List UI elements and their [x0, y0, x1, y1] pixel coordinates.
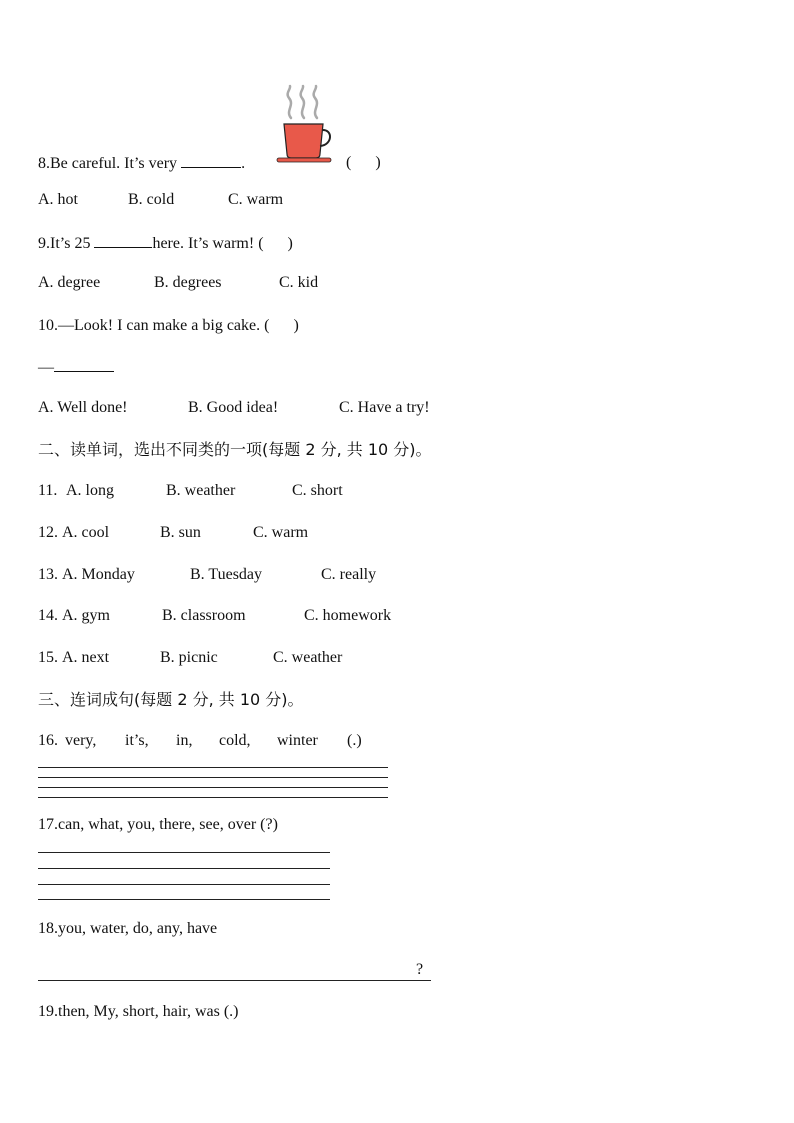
word: in,	[176, 732, 193, 749]
question-10	[38, 316, 299, 336]
writing-line[interactable]	[38, 767, 388, 768]
option-b: B. degrees	[154, 274, 222, 291]
question-number: 16.	[38, 732, 58, 749]
question-number: 19.	[38, 1003, 58, 1020]
word: cold,	[219, 732, 251, 749]
writing-line[interactable]	[38, 797, 388, 798]
option-b: B. picnic	[160, 649, 218, 666]
option-b: B. weather	[166, 482, 236, 499]
option-c: C. kid	[279, 274, 319, 291]
option-b: B. Good idea!	[188, 399, 279, 416]
option-a: A. Well done!	[38, 399, 128, 416]
option-a: A. next	[62, 649, 110, 666]
question-text: —Look! I can make a big cake.	[58, 317, 261, 334]
option-a: A. Monday	[62, 566, 135, 583]
question-17	[38, 815, 278, 835]
question-number: 9.	[38, 235, 50, 252]
word: very,	[65, 732, 97, 749]
question-text-after: here. It’s warm!	[152, 235, 255, 252]
writing-line[interactable]	[38, 899, 330, 900]
question-number: 14.	[38, 607, 58, 624]
writing-line[interactable]	[38, 868, 330, 869]
question-number: 17.	[38, 816, 58, 833]
option-b: B. Tuesday	[190, 566, 263, 583]
option-c: C. homework	[304, 607, 392, 624]
question-8	[38, 153, 245, 174]
question-9	[38, 233, 293, 254]
writing-line[interactable]	[38, 777, 388, 778]
option-c: C. short	[292, 482, 343, 499]
question-text: can, what, you, there, see, over (?)	[58, 816, 278, 833]
question-number: 8.	[38, 155, 50, 172]
question-number: 10.	[38, 317, 58, 334]
option-a: A. cool	[62, 524, 110, 541]
option-c: C. really	[321, 566, 377, 583]
answer-blank[interactable]	[54, 357, 114, 372]
answer-dash: —	[38, 359, 54, 376]
option-b: B. cold	[128, 191, 175, 208]
question-text: you, water, do, any, have	[58, 920, 218, 937]
option-c: C. Have a try!	[339, 399, 430, 416]
option-a: A. gym	[62, 607, 110, 624]
end-mark: ?	[416, 961, 424, 978]
option-c: C. warm	[228, 191, 284, 208]
writing-line[interactable]	[38, 787, 388, 788]
writing-line[interactable]	[38, 980, 431, 981]
blank-end: .	[241, 155, 246, 172]
answer-paren[interactable]: ( )	[258, 235, 293, 252]
hot-coffee-cup-icon	[275, 84, 337, 166]
question-18	[38, 919, 217, 939]
answer-line-10	[38, 357, 114, 378]
writing-line[interactable]	[38, 884, 330, 885]
question-text: then, My, short, hair, was (.)	[58, 1003, 239, 1020]
word: (.)	[347, 732, 362, 749]
answer-blank[interactable]	[94, 233, 152, 248]
question-number: 11.	[38, 482, 58, 499]
section-3-title: 三、连词成句(每题 2 分, 共 10 分)。	[38, 690, 304, 709]
question-number: 13.	[38, 566, 58, 583]
option-b: B. classroom	[162, 607, 246, 624]
question-19	[38, 1002, 239, 1022]
word: winter	[277, 732, 318, 749]
option-c: C. weather	[273, 649, 343, 666]
question-number: 18.	[38, 920, 58, 937]
section-2-title: 二、读单词，选出不同类的一项(每题 2 分, 共 10 分)。	[38, 440, 432, 459]
question-text-before: It’s 25	[50, 235, 91, 252]
question-text: Be careful. It’s very	[50, 155, 178, 172]
option-a: A. hot	[38, 191, 78, 208]
answer-paren[interactable]: ( )	[264, 317, 299, 334]
question-number: 12.	[38, 524, 58, 541]
question-number: 15.	[38, 649, 58, 666]
word: it’s,	[125, 732, 149, 749]
option-c: C. warm	[253, 524, 309, 541]
writing-line[interactable]	[38, 852, 330, 853]
answer-blank[interactable]	[181, 153, 241, 168]
option-a: A. long	[66, 482, 114, 499]
option-b: B. sun	[160, 524, 201, 541]
answer-paren[interactable]: ( )	[346, 154, 381, 171]
option-a: A. degree	[38, 274, 101, 291]
